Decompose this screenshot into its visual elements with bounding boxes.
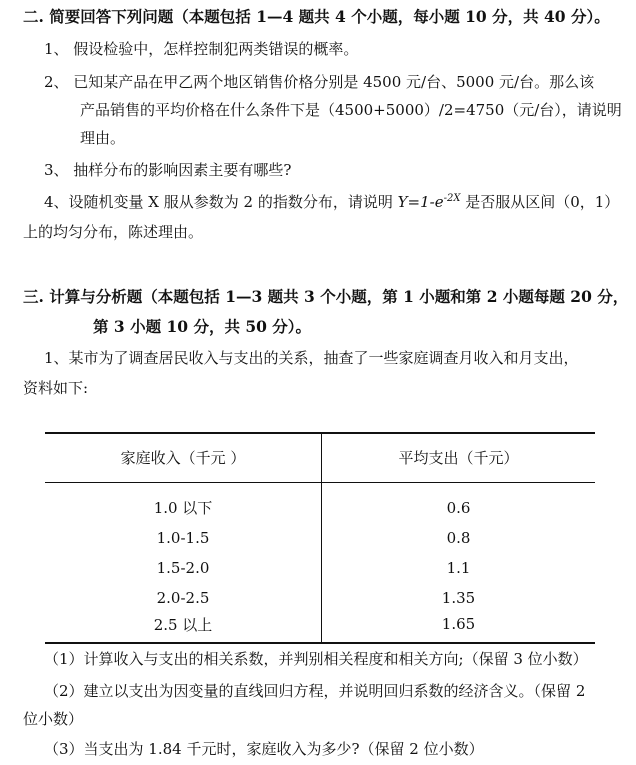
- table-row: [45, 482, 595, 523]
- table-row: [45, 553, 595, 583]
- table-cell-expenditure: 1.65: [322, 613, 596, 643]
- table-cell-expenditure: 0.8: [446, 528, 471, 547]
- q4-formula-base: Y=1-e: [397, 193, 444, 211]
- table-header-row: [45, 433, 595, 482]
- section2-question-2-line3: 理由。: [80, 129, 126, 147]
- q4-text-post: 是否服从区间（0，1）: [460, 193, 620, 211]
- table-row: [45, 613, 595, 643]
- section2-question-1: 1、 假设检验中，怎样控制犯两类错误的概率。: [44, 40, 359, 58]
- section2-question-2-line2: 产品销售的平均价格在什么条件下是（4500+5000）/2=4750（元/台），请说明: [80, 101, 622, 119]
- table-cell-income: 1.0 以下: [45, 482, 322, 523]
- table-row: [45, 583, 595, 613]
- table-header-expenditure: 平均支出（千元）: [322, 433, 596, 482]
- section2-question-2-line1: 2、 已知某产品在甲乙两个地区销售价格分别是 4500 元/台、5000 元/台。那么该: [44, 73, 595, 91]
- section2-question-4-line2: 上的均匀分布，陈述理由。: [23, 223, 204, 241]
- section3-subquestion-1: （1）计算收入与支出的相关系数，并判别相关程度和相关方向;（保留 3 位小数）: [44, 650, 588, 668]
- section2-heading: 二. 简要回答下列问题（本题包括 1—4 题共 4 个小题，每小题 10 分，共 40 分）。: [23, 7, 610, 26]
- table-cell-expenditure: 1.1: [446, 558, 471, 577]
- table-cell-income: 2.0-2.5: [45, 583, 322, 613]
- table-header-income: 家庭收入（千元 ）: [45, 433, 322, 482]
- table-cell-expenditure: 0.6: [446, 498, 471, 517]
- q4-formula-exponent: -2X: [443, 193, 461, 204]
- table-cell-income: 1.0-1.5: [45, 523, 322, 553]
- table-cell-expenditure: 1.35: [441, 588, 476, 607]
- table-cell-income: 2.5 以上: [45, 613, 322, 643]
- section3-heading-line1: 三. 计算与分析题（本题包括 1—3 题共 3 个小题，第 1 小题和第 2 小题每题 20 分，: [23, 287, 629, 306]
- section3-subquestion-2-line2: 位小数）: [23, 710, 84, 728]
- section3-subquestion-2-line1: （2）建立以支出为因变量的直线回归方程，并说明回归系数的经济含义。（保留 2: [44, 682, 586, 700]
- section2-question-3: 3、 抽样分布的影响因素主要有哪些?: [44, 161, 292, 179]
- section3-heading-line2: 第 3 小题 10 分，共 50 分）。: [93, 317, 312, 336]
- income-expenditure-table: [45, 432, 595, 644]
- section3-question-1-line1: 1、某市为了调查居民收入与支出的关系，抽查了一些家庭调查月收入和月支出，: [44, 349, 579, 367]
- section3-subquestion-3: （3）当支出为 1.84 千元时，家庭收入为多少?（保留 2 位小数）: [44, 740, 484, 758]
- table-cell-income: 1.5-2.0: [45, 553, 322, 583]
- q4-text-pre: 4、设随机变量 X 服从参数为 2 的指数分布，请说明: [44, 193, 398, 211]
- section3-question-1-line2: 资料如下:: [23, 379, 89, 397]
- section2-question-4-line1: [44, 191, 619, 216]
- table-row: [45, 523, 595, 553]
